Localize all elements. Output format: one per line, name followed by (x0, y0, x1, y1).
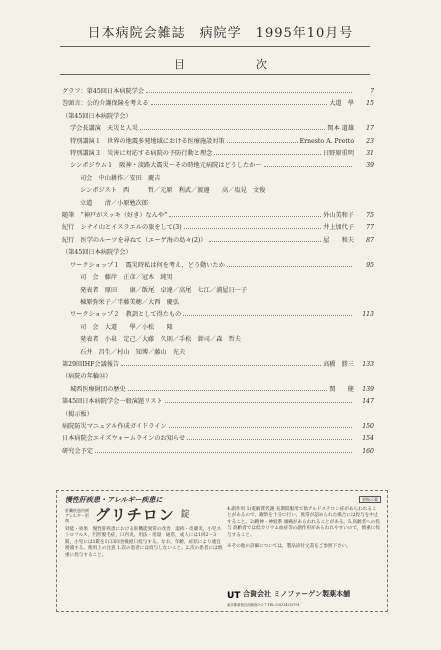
toc-entry (62, 247, 374, 259)
toc-entry-page: 147 (362, 398, 374, 406)
ad-tagline: 慢性肝疾患・アレルギー疾患に (65, 495, 163, 504)
toc-entry (62, 347, 374, 359)
toc-leader-dots (140, 124, 325, 130)
toc-entry (62, 111, 374, 123)
toc-entry-page: 15 (366, 100, 374, 108)
toc-entry (62, 322, 374, 334)
toc-leader-dots (128, 385, 328, 391)
toc-entry-title: （病院の年輪㉜） (62, 373, 112, 381)
toc-entry-title: 立道 清／小原勉次郎 (80, 199, 149, 207)
toc-entry-author: 高橋 勝三 (323, 360, 354, 368)
toc-entry-title: 日本病院会エイズウォームラインのお知らせ (62, 435, 186, 443)
toc-entry-title: 発表者 小泉 定己／大藤 久則／手松 幹司／森 哲夫 (80, 336, 241, 344)
toc-entry-title: シンポジウム１ 阪神・淡路大震災〜その時地元病院はどうしたか〜 (70, 162, 262, 170)
toc-leader-dots (146, 87, 352, 93)
toc-entry-title: （掲示板） (62, 410, 93, 418)
toc-entry (62, 98, 374, 110)
toc-entry-title: グラフ：第45回日本病院学会 (62, 88, 145, 95)
divider (60, 46, 370, 47)
toc-leader-dots (187, 434, 352, 440)
toc-entry-title: 特別講演１ 世界の地震多発地域における医療施設対策 (70, 137, 225, 145)
prescription-badge: 要指示薬 (359, 496, 381, 503)
toc-entry-title: 随筆 “神戸がスッキ（好き）なんや” (62, 212, 168, 220)
toc-entry-author: 関 健 (329, 385, 354, 393)
toc-entry (62, 123, 374, 135)
toc-entry-page: 23 (366, 137, 374, 145)
toc-entry-page: 39 (366, 162, 374, 170)
toc-entry (62, 260, 374, 272)
toc-entry-title: （第45回日本病院学会） (62, 249, 132, 257)
maker-address: 東京都新宿区西新宿3-2-7 TEL 03(3342)3791 (227, 603, 300, 607)
toc-leader-dots (151, 99, 328, 105)
toc-entry (62, 198, 374, 210)
toc-entry-title: 病院防災マニュアル作成ガイドライン (62, 422, 167, 430)
divider (60, 74, 370, 75)
toc-leader-dots (165, 397, 352, 403)
toc-entry-title: 司 会 大道 學／小松 隆 (80, 323, 173, 331)
toc-entry-page: 7 (370, 88, 374, 95)
toc-entry-page: 139 (362, 385, 374, 393)
toc-leader-dots (169, 422, 352, 428)
toc-entry-page: 87 (366, 236, 374, 244)
ad-brand-row (65, 505, 223, 524)
toc-entry-page: 154 (362, 435, 374, 443)
toc-entry (62, 185, 374, 197)
toc-entry-page: 75 (366, 212, 374, 220)
toc-entry-title: 学会長講演 天災と人災 (70, 125, 139, 133)
ad-category-label: 肝臓疾患用剤 アレルギー用剤 (65, 507, 89, 523)
journal-title: 日本病院会雑誌 病院学 1995年10月号 (87, 26, 354, 41)
toc-entry-author: 屋 和夫 (323, 236, 354, 244)
toc-entry (62, 371, 374, 383)
toc-entry-title: 司会 中山耕作／安田 慶吉 (80, 174, 161, 182)
toc-entry (62, 359, 374, 371)
toc-entry-author: 大道 學 (329, 100, 354, 108)
toc-entry (62, 160, 374, 172)
toc-entry (62, 235, 374, 247)
toc-leader-dots (121, 360, 321, 366)
toc-entry-title: 第45回日本病院学会一般演題リスト (62, 398, 163, 406)
toc-entry-title: 紀行 シナイ山とイスラエルの旅をして(3) (62, 224, 182, 232)
toc-entry-author: 井上加代子 (323, 224, 354, 232)
toc-leader-dots (183, 310, 352, 316)
toc-leader-dots (209, 236, 322, 242)
toc-entry-title: 発表者 原田 康／飯尾 卓達／高尾 七江／浦屋日一子 (80, 286, 248, 294)
svg-text:UT: UT (227, 591, 241, 601)
toc-leader-dots (214, 149, 321, 155)
toc-entry (62, 210, 374, 222)
ad-form-label: 錠 (180, 509, 190, 520)
toc-entry-page: 150 (362, 422, 374, 430)
toc-entry-page: 31 (366, 150, 374, 158)
toc-entry (62, 309, 374, 321)
toc-entry-title: 特別講演３ 災害に対応する病院の予防行動と理念 (70, 150, 213, 158)
toc-entry-title: 司 会 藤岸 正彦／冠木 純男 (80, 274, 173, 282)
advertisement (56, 490, 388, 612)
toc-entry (62, 421, 374, 433)
toc-entry-title: 石井 昌生／村山 知博／藤山 光夫 (80, 348, 186, 356)
toc-entry (62, 384, 374, 396)
toc-entry-title: 研究会予定 (62, 447, 93, 455)
toc-entry-page: 113 (362, 311, 374, 319)
toc-entry-author: 日野原重明 (323, 150, 354, 158)
toc-entry (62, 148, 374, 160)
ad-right-text: 4.副作用 1)電解質代謝 長期間服用で偽アルドステロン症があらわれることがあるので，観察を十分に行い，異常が認められた場合には投与を中止すること。2)精神・神経系 頭痛があらわれることがある。5.高齢者への投与 高齢者では低カリウム血症等の副作用があらわれやすいので，慎重に投与すること。 (227, 506, 380, 538)
toc-leader-dots (227, 261, 352, 267)
ad-left-column (65, 497, 223, 560)
maker-logo-icon (227, 589, 239, 599)
toc-entry-page: 133 (362, 360, 374, 368)
toc-entry (62, 446, 374, 458)
toc-entry-title: シンポジスト 西 哲／元原 利武／渡邊 高／塩見 文俊 (80, 187, 266, 195)
toc-leader-dots (95, 447, 352, 453)
toc-entry-title: ワークショップ２ 教訓として得たもの (70, 311, 182, 319)
ad-right-column (227, 497, 381, 550)
toc-entry (62, 272, 374, 284)
toc-entry-author: 関本 道雄 (327, 125, 354, 133)
maker-row (227, 589, 381, 599)
toc-leader-dots (184, 223, 321, 229)
toc-entry (62, 334, 374, 346)
toc-entry-title: 城西医療財団の歴史 (70, 385, 126, 393)
toc-leader-dots (227, 137, 298, 143)
toc-entry-page: 77 (366, 224, 374, 232)
toc-entry-author: Ernesto A. Pretto (299, 137, 354, 145)
maker-name: 合資会社 ミノファーゲン製薬本舗 (243, 588, 351, 598)
toc-entry-title: （第45回日本病院学会） (62, 112, 132, 120)
ad-brand-logo: グリチロン (95, 505, 175, 524)
toc-entry-page: 17 (366, 125, 374, 133)
contents-heading: 目 次 (174, 58, 297, 71)
toc-entry (62, 297, 374, 309)
toc-entry (62, 173, 374, 185)
toc-entry-title: 紀行 医学のルーツを尋ねて（エーゲ海の島々(2)） (62, 236, 207, 244)
toc-leader-dots (169, 211, 321, 217)
ad-footnote: ※その他の詳細については，製品添付文書をご参照下さい。 (227, 543, 351, 549)
toc-entry (62, 86, 374, 98)
toc-entry (62, 285, 374, 297)
toc-entry-page: 95 (366, 261, 374, 269)
toc-leader-dots (264, 161, 352, 167)
toc-entry-title: ワークショップ１ 震災時私は何を考え，どう動いたか (70, 261, 225, 269)
toc-entry (62, 409, 374, 421)
toc-entry (62, 136, 374, 148)
toc-entry-title: 巻頭言：公的介護保険を考える (62, 100, 149, 108)
toc-entry-title: 棟原弥栄子／半藤美穂／大西 慶弘 (80, 298, 179, 306)
toc-entry-title: 第29回IHF会議報告 (62, 360, 120, 368)
toc-entry-page: 160 (362, 447, 374, 455)
toc-entry (62, 396, 374, 408)
table-of-contents (62, 86, 374, 458)
toc-entry (62, 222, 374, 234)
ad-left-text: 効能・効果 慢性肝疾患における肝機能異常の改善 湿疹・皮膚炎，小児ストロフルス，円形脱毛症，口内炎。用法・用量 通常，成人には1回2〜3錠，小児には1錠を1日3回食後経口投与する。なお，年齢，症状により適宜増減する。使用上の注意 1.次の患者には投与しないこと。2.次の患者には慎重に投与すること。 (65, 526, 223, 558)
toc-entry (62, 433, 374, 445)
toc-entry-author: 外山美和子 (323, 212, 354, 220)
